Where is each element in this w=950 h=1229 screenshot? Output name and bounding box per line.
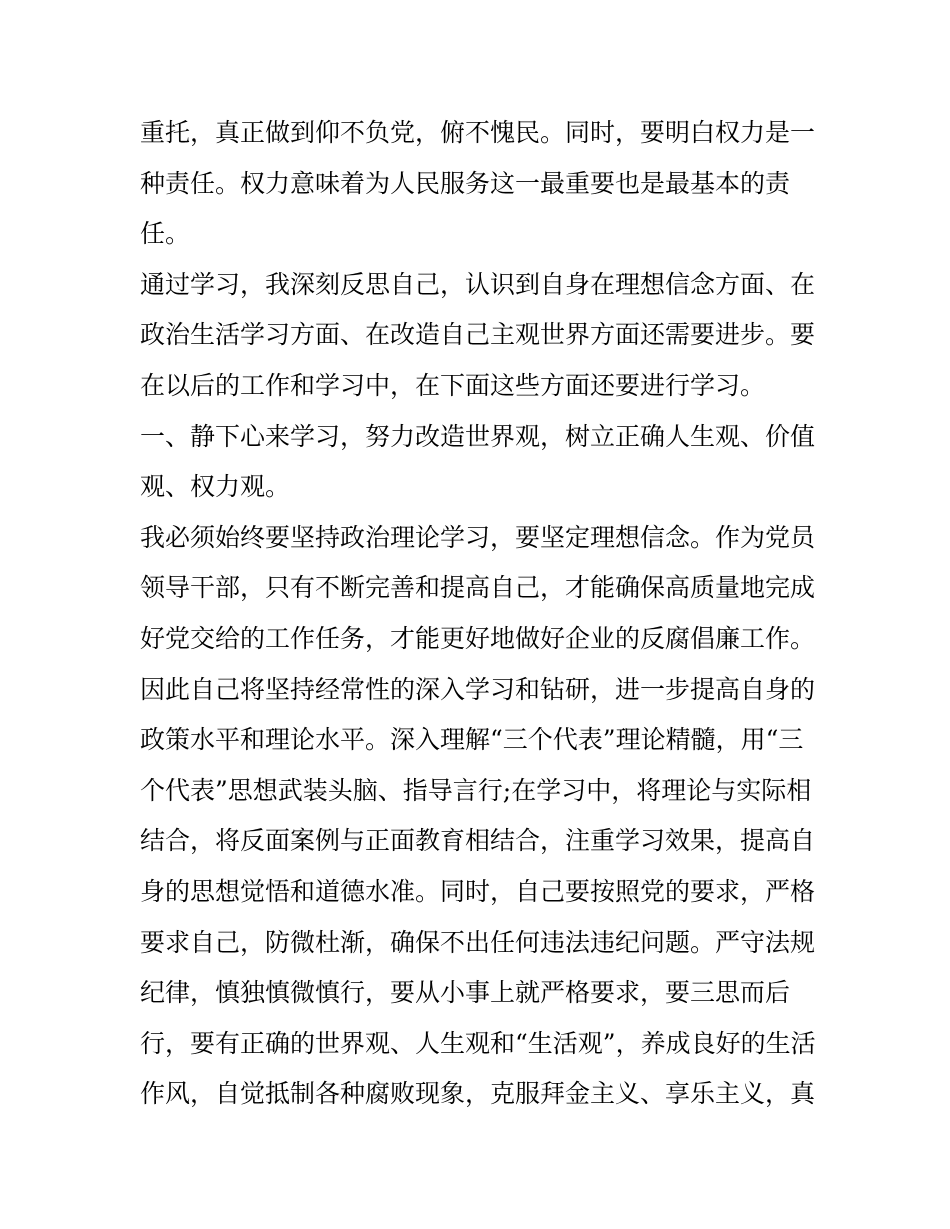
text-line: 纪律，慎独慎微慎行，要从小事上就严格要求，要三思而后 — [140, 978, 791, 1008]
text-line: 通过学习，我深刻反思自己，认识到自身在理想信念方面、在 — [140, 269, 816, 299]
text-line: 个代表”思想武装头脑、指导言行;在学习中，将理论与实际相 — [140, 775, 812, 805]
text-line: 身的思想觉悟和道德水准。同时，自己要按照党的要求，严格 — [140, 876, 816, 906]
text-line: 行，要有正确的世界观、人生观和“生活观”，养成良好的生活 — [140, 1028, 816, 1058]
text-line: 任。 — [140, 219, 191, 249]
text-line: 作风，自觉抵制各种腐败现象，克服拜金主义、享乐主义，真 — [140, 1079, 816, 1109]
text-line: 一、静下心来学习，努力改造世界观，树立正确人生观、价值 — [140, 421, 816, 451]
text-line: 我必须始终要坚持政治理论学习，要坚定理想信念。作为党员 — [140, 522, 816, 552]
text-line: 好党交给的工作任务，才能更好地做好企业的反腐倡廉工作。 — [140, 623, 816, 653]
text-line: 要求自己，防微杜渐，确保不出任何违法违纪问题。严守法规 — [140, 927, 816, 957]
text-line: 重托，真正做到仰不负党，俯不愧民。同时，要明白权力是一 — [140, 118, 816, 147]
text-line: 在以后的工作和学习中，在下面这些方面还要进行学习。 — [140, 370, 766, 400]
text-line: 观、权力观。 — [140, 472, 291, 502]
text-line: 政策水平和理论水平。深入理解“三个代表”理论精髓，用“三 — [140, 725, 804, 755]
text-line: 领导干部，只有不断完善和提高自己，才能确保高质量地完成 — [140, 573, 816, 603]
text-line: 因此自己将坚持经常性的深入学习和钻研，进一步提高自身的 — [140, 674, 816, 704]
text-line: 种责任。权力意味着为人民服务这一最重要也是最基本的责 — [140, 168, 791, 198]
body-text — [140, 108, 820, 1120]
text-line: 结合，将反面案例与正面教育相结合，注重学习效果，提高自 — [140, 826, 816, 856]
text-line: 政治生活学习方面、在改造自己主观世界方面还需要进步。要 — [140, 320, 816, 350]
